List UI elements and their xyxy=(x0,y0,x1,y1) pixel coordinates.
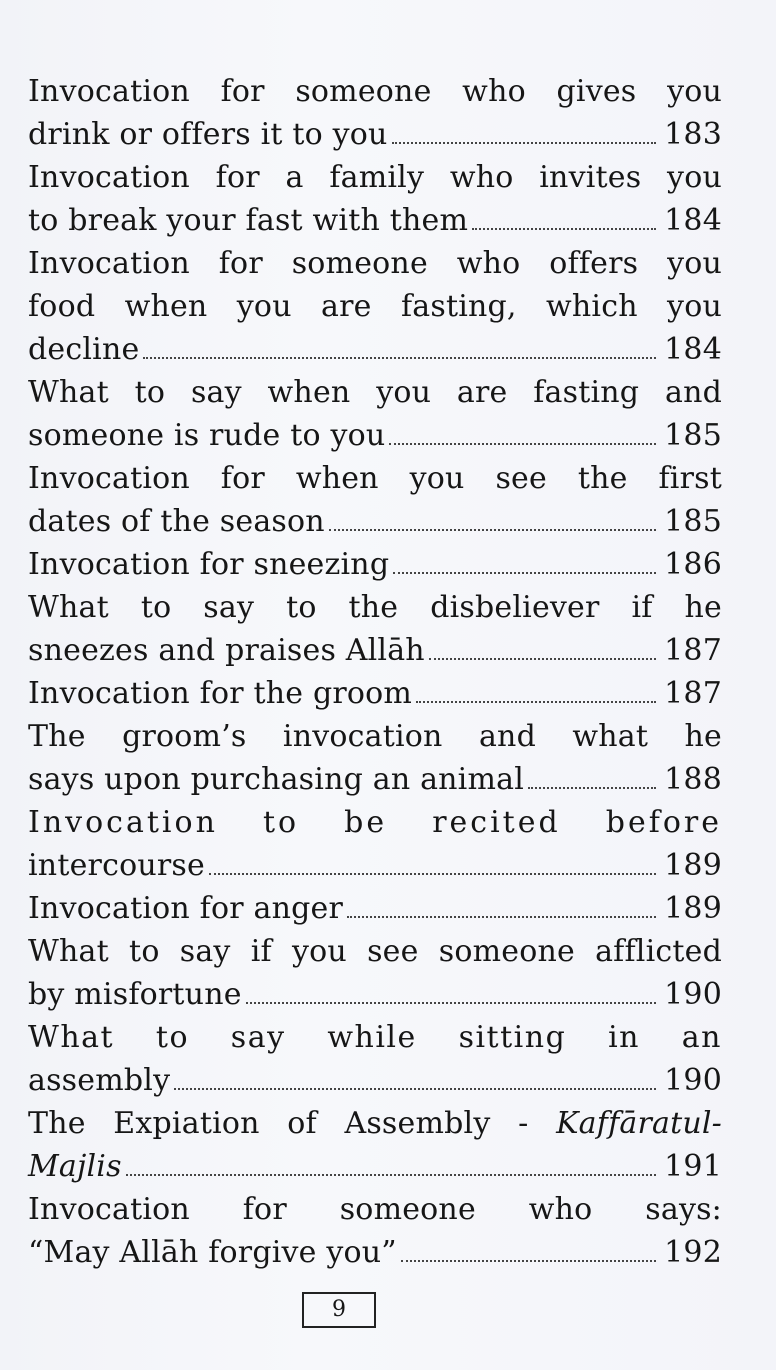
dot-leader xyxy=(472,228,656,230)
dot-leader xyxy=(126,1174,656,1176)
entry-title-end: someone is rude to you xyxy=(28,418,386,453)
toc-entry xyxy=(28,371,722,457)
entry-title-end: “May Allāh forgive you” xyxy=(28,1235,397,1270)
toc-entry xyxy=(28,930,722,1016)
toc-entry xyxy=(28,1188,722,1274)
dot-leader xyxy=(347,916,656,918)
entry-title-end: intercourse xyxy=(28,848,205,883)
entry-text-italic: Kaffāratul- xyxy=(556,1106,722,1141)
toc-entry xyxy=(28,242,722,371)
entry-text-roman: The Expiation of Assembly - Kaffāratul- xyxy=(28,1106,722,1141)
entry-page-number: 191 xyxy=(664,1149,722,1184)
entry-text-line: food when you are fasting, which you xyxy=(28,289,722,324)
dot-leader xyxy=(329,529,656,531)
entry-text-line xyxy=(28,1102,722,1145)
toc-entry xyxy=(28,586,722,672)
entry-text-line: Invocation to be recited before xyxy=(28,805,722,840)
toc-entry xyxy=(28,543,722,586)
entry-text-line: Invocation for someone who says: xyxy=(28,1192,722,1227)
entry-title-end: sneezes and praises Allāh xyxy=(28,633,425,668)
entry-text-line: What to say when you are fasting and xyxy=(28,375,722,410)
dot-leader xyxy=(392,142,657,144)
toc-entry xyxy=(28,1016,722,1102)
entry-page-number: 187 xyxy=(664,633,722,668)
entry-page-number: 185 xyxy=(664,418,722,453)
entry-page-number: 184 xyxy=(664,203,722,238)
toc-entry xyxy=(28,1102,722,1188)
entry-text-line: What to say if you see someone afflicted xyxy=(28,934,722,969)
toc-entry xyxy=(28,156,722,242)
toc-entry xyxy=(28,887,722,930)
entry-title-end: to break your fast with them xyxy=(28,203,469,238)
entry-page-number: 188 xyxy=(664,762,722,797)
entry-title-end: Invocation for anger xyxy=(28,891,343,926)
dot-leader xyxy=(393,572,656,574)
entry-title-end: Majlis xyxy=(28,1149,122,1184)
entry-title-end: says upon purchasing an animal xyxy=(28,762,525,797)
dot-leader xyxy=(401,1260,656,1262)
entry-text-line: The groom’s invocation and what he xyxy=(28,719,722,754)
entry-page-number: 186 xyxy=(664,547,722,582)
entry-text-line: What to say to the disbeliever if he xyxy=(28,590,722,625)
page-number-box: 9 xyxy=(302,1292,376,1328)
entry-title-end: decline xyxy=(28,332,140,367)
entry-page-number: 184 xyxy=(664,332,722,367)
dot-leader xyxy=(246,1002,656,1004)
dot-leader xyxy=(416,701,656,703)
entry-page-number: 190 xyxy=(664,977,722,1012)
toc-entry xyxy=(28,70,722,156)
entry-title-end: by misfortune xyxy=(28,977,242,1012)
toc-entry xyxy=(28,672,722,715)
entry-title-end: Invocation for the groom xyxy=(28,676,413,711)
entry-page-number: 189 xyxy=(664,891,722,926)
entry-title-end: drink or offers it to you xyxy=(28,117,388,152)
entry-title-end: Invocation for sneezing xyxy=(28,547,390,582)
toc-entry xyxy=(28,457,722,543)
entry-text-line: Invocation for someone who gives you xyxy=(28,74,722,109)
dot-leader xyxy=(429,658,656,660)
entry-title-end: assembly xyxy=(28,1063,171,1098)
toc-entry xyxy=(28,801,722,887)
dot-leader xyxy=(528,787,656,789)
dot-leader xyxy=(143,357,656,359)
dot-leader xyxy=(389,443,656,445)
toc-entry xyxy=(28,715,722,801)
dot-leader xyxy=(174,1088,656,1090)
entry-page-number: 187 xyxy=(664,676,722,711)
entry-title-end: dates of the season xyxy=(28,504,325,539)
entry-page-number: 189 xyxy=(664,848,722,883)
entry-page-number: 190 xyxy=(664,1063,722,1098)
entry-page-number: 183 xyxy=(664,117,722,152)
entry-page-number: 192 xyxy=(664,1235,722,1270)
entry-text-line: Invocation for a family who invites you xyxy=(28,160,722,195)
entry-text-line: Invocation for when you see the first xyxy=(28,461,722,496)
dot-leader xyxy=(209,873,656,875)
entry-text-line: What to say while sitting in an xyxy=(28,1020,722,1055)
entry-page-number: 185 xyxy=(664,504,722,539)
table-of-contents xyxy=(28,70,722,1274)
entry-text-line: Invocation for someone who offers you xyxy=(28,246,722,281)
